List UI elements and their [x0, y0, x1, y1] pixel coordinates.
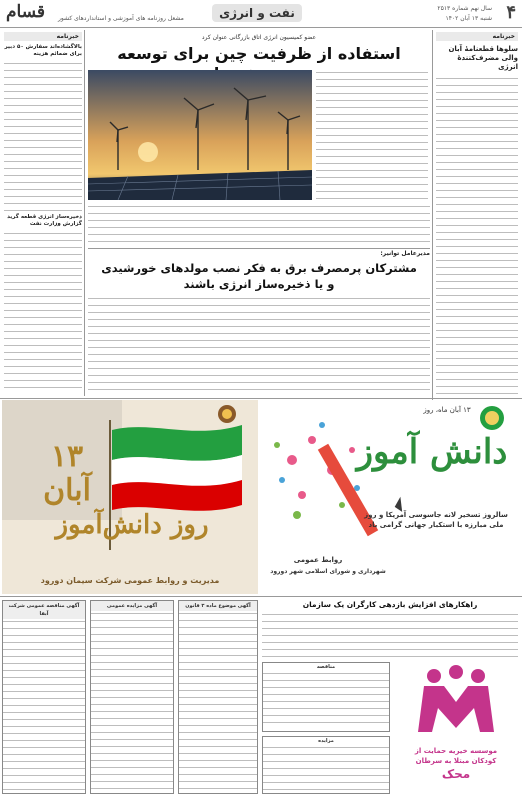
ad-date-line: ۱۳ آبان ماه، روز — [423, 406, 471, 414]
ad-org: شهرداری و شورای اسلامی شهر دورود — [270, 568, 386, 575]
student-day-ad — [2, 400, 258, 594]
story-headline: مشترکان پرمصرف برق به فکر نصب مولدهای خورشیدی و یا ذخیره‌ساز انرژی باشند — [101, 261, 417, 291]
right-news-column — [436, 32, 518, 416]
charity-ad — [394, 662, 518, 794]
notice-title: آگهی مزایده عمومی — [91, 601, 173, 611]
column-divider — [432, 30, 433, 416]
story-kicker: عضو کمیسیون انرژی اتاق بازرگانی عنوان کرد — [201, 34, 317, 41]
issue-date: شنبه ۱۳ آبان ۱۴۰۲ — [445, 15, 492, 22]
newspaper-logo: قسام — [6, 2, 45, 22]
tagline: مشعل روزنامه های آموزشی و استانداردهای کشور — [58, 15, 184, 22]
article-body — [316, 70, 428, 210]
article-body — [88, 296, 430, 394]
legal-notice — [262, 736, 390, 794]
column-title: سلوها قطعنامهٔ آبان والی مضرف‌کنندهٔ انرژی — [448, 45, 518, 71]
column-title: ذخیره‌ساز انرژی قطعه گرید گزارش وزارت نفت — [7, 214, 82, 227]
section-divider — [0, 596, 522, 597]
article-body — [4, 231, 82, 391]
charity-logo — [394, 662, 518, 742]
notice-title: آگهی مناقصه عمومی شرکت آبفا — [3, 601, 85, 619]
section-title: نفت و انرژی — [212, 4, 302, 22]
legal-notice — [262, 662, 390, 732]
column-divider — [84, 30, 85, 396]
legal-notice — [178, 600, 258, 794]
legal-notice — [90, 600, 174, 794]
story-kicker: مدیرعامل توانیر: — [380, 250, 430, 257]
ad-sponsor: مدیریت و روابط عمومی شرکت سیمان دورود — [40, 576, 220, 585]
article-body — [436, 76, 518, 416]
masthead — [0, 0, 522, 28]
column-label: خبرنامه — [4, 32, 82, 41]
ad-org: روابط عمومی — [293, 556, 343, 564]
charity-name: موسسه خیریه حمایت از — [414, 747, 498, 755]
ad-subtitle: روز دانش‌آموز — [55, 510, 209, 540]
charity-name: کودکان مبتلا به سرطان — [415, 757, 497, 765]
ad-date-title: ۱۳ آبان — [43, 439, 91, 508]
column-title: بالاگشاده‌اند سفارش ۵۰ دبیر برای ضمائم هزینه — [4, 44, 82, 57]
notice-label: مناقصه — [316, 664, 336, 670]
legal-notice — [2, 600, 86, 794]
issue-number: سال نهم شماره ۲۵۱۳ — [437, 5, 492, 12]
student-day-ad — [262, 400, 520, 594]
article-body — [262, 612, 518, 658]
ad-slogan: سالروز تسخیر لانه جاسوسی آمریکا و روز ملی مبارزه با استکبار جهانی گرامی باد — [364, 511, 508, 529]
ad-title: دانش آموز — [356, 432, 508, 472]
story-headline: استفاده از ظرفیت چین برای توسعه — [117, 44, 401, 63]
column-label: خبرنامه — [436, 32, 518, 41]
article-body — [4, 61, 82, 211]
article-body — [88, 204, 430, 246]
charity-brand: محک — [441, 767, 471, 781]
section-divider — [0, 398, 522, 399]
page-number: ۴ — [506, 2, 516, 23]
wind-turbine-photo — [88, 70, 312, 200]
section-divider — [88, 248, 430, 249]
notice-label: مزایده — [318, 738, 334, 744]
left-news-column — [4, 32, 82, 391]
notice-title: آگهی موضوع ماده ۳ قانون — [179, 601, 257, 611]
article-headline: راهکارهای افزایش بازدهی کارگران یک سازمان — [302, 600, 478, 609]
